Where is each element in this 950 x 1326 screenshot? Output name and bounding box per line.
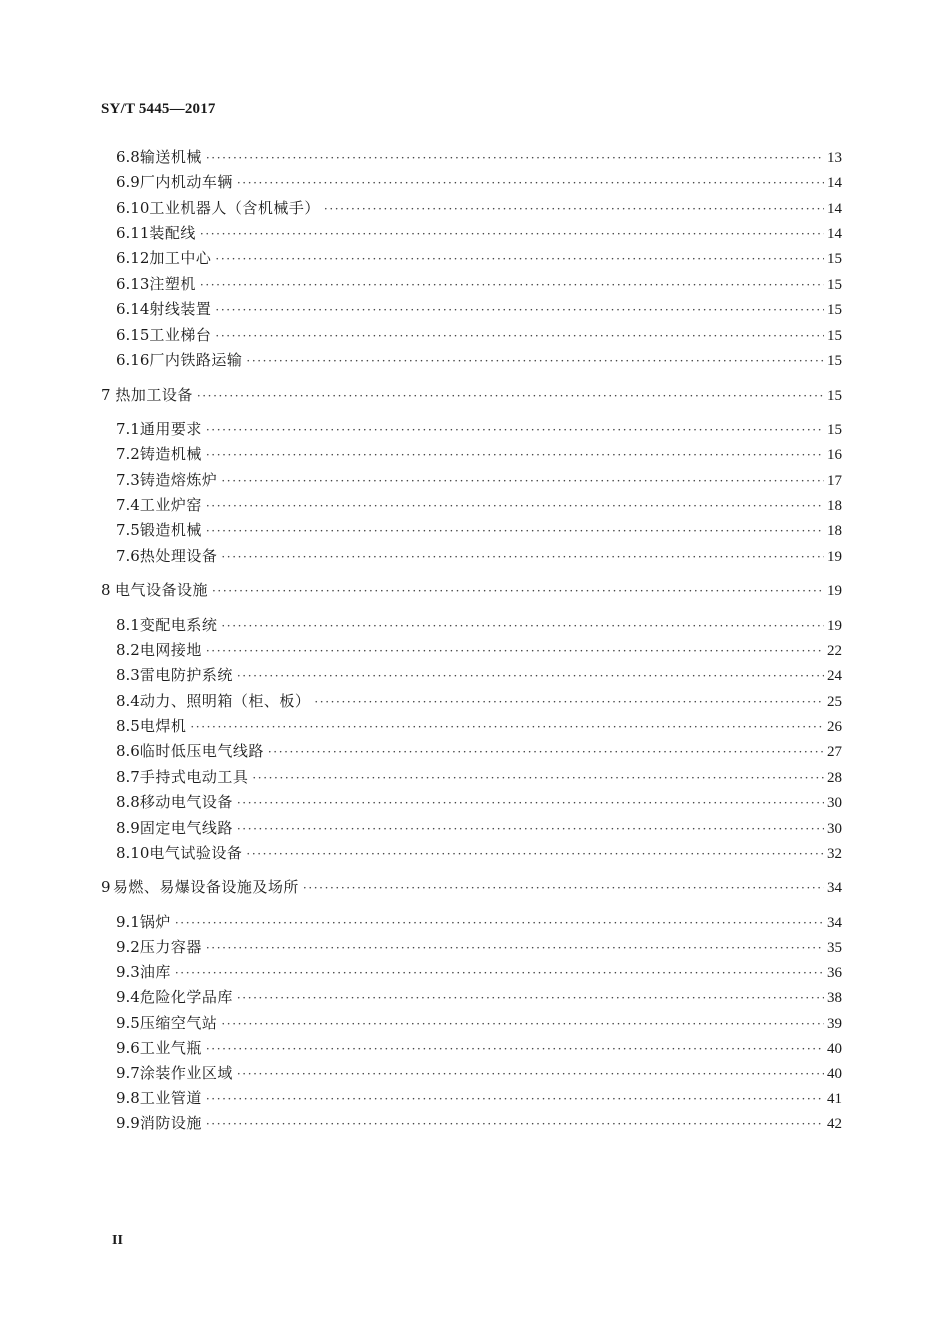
section-title: 铸造熔炼炉 (139, 471, 218, 489)
toc-entry-8-10[interactable] (116, 842, 842, 864)
page-number: 32 (827, 846, 842, 862)
dot-leader (206, 1088, 824, 1110)
dot-leader (303, 877, 824, 899)
page-number: 28 (827, 770, 842, 786)
dot-leader (215, 248, 824, 270)
chapter-number: 8 (101, 581, 111, 599)
section-number: 8.8 (116, 793, 140, 811)
toc-entry-6-14[interactable] (116, 298, 842, 320)
toc-chapter-7[interactable] (101, 384, 842, 406)
dot-leader (215, 299, 824, 321)
dot-leader (268, 741, 824, 763)
page-number: 15 (827, 353, 842, 369)
toc-entry-6-12[interactable] (116, 247, 842, 269)
section-number: 6.14 (116, 300, 150, 318)
page-number: 16 (827, 447, 842, 463)
toc-entry-8-8[interactable] (116, 791, 842, 813)
toc-entry-6-11[interactable] (116, 222, 842, 244)
page-number: 13 (827, 150, 842, 166)
toc-entry-6-13[interactable] (116, 273, 842, 295)
toc-entry-8-3[interactable] (116, 664, 842, 686)
toc-entry-6-10[interactable] (116, 197, 842, 219)
toc-entry-9-9[interactable] (116, 1112, 842, 1134)
section-number: 8.1 (116, 616, 140, 634)
toc-entry-7-1[interactable] (116, 418, 842, 440)
section-number: 6.16 (116, 351, 150, 369)
toc-entry-8-2[interactable] (116, 639, 842, 661)
section-number: 7.4 (116, 496, 140, 514)
section-title: 电焊机 (139, 717, 187, 735)
chapter-title: 热加工设备 (115, 386, 193, 404)
page-number: 15 (827, 277, 842, 293)
section-number: 8.7 (116, 768, 140, 786)
page-number: 19 (827, 549, 842, 565)
page-number: 39 (827, 1016, 842, 1032)
dot-leader (252, 767, 824, 789)
dot-leader (237, 172, 824, 194)
dot-leader (237, 665, 824, 687)
dot-leader (206, 1113, 824, 1135)
section-title: 固定电气线路 (139, 819, 233, 837)
page-number: 26 (827, 719, 842, 735)
dot-leader (190, 716, 824, 738)
page-number: 42 (827, 1116, 842, 1132)
toc-entry-9-2[interactable] (116, 936, 842, 958)
page-number: 27 (827, 744, 842, 760)
dot-leader (175, 912, 824, 934)
toc-entry-8-9[interactable] (116, 817, 842, 839)
section-title: 通用要求 (139, 420, 202, 438)
section-number: 8.9 (116, 819, 140, 837)
dot-leader (246, 350, 824, 372)
toc-chapter-9[interactable] (101, 876, 842, 898)
toc-chapter-8[interactable] (101, 579, 842, 601)
dot-leader (175, 962, 824, 984)
dot-leader (215, 325, 824, 347)
section-title: 锅炉 (139, 913, 171, 931)
section-number: 6.9 (116, 173, 140, 191)
footer-page-number: II (112, 1233, 123, 1248)
page-number: 15 (827, 328, 842, 344)
dot-leader (200, 274, 824, 296)
section-title: 工业炉窑 (139, 496, 202, 514)
dot-leader (221, 1013, 824, 1035)
section-number: 9.5 (116, 1014, 140, 1032)
section-title: 动力、照明箱（柜、板） (139, 692, 311, 710)
section-title: 加工中心 (149, 249, 212, 267)
section-number: 7.1 (116, 420, 140, 438)
toc-entry-9-6[interactable] (116, 1037, 842, 1059)
section-title: 危险化学品库 (139, 988, 233, 1006)
section-title: 工业梯台 (149, 326, 212, 344)
dot-leader (221, 470, 824, 492)
page-number: 25 (827, 694, 842, 710)
dot-leader (237, 1063, 824, 1085)
section-number: 9.4 (116, 988, 140, 1006)
section-number: 9.3 (116, 963, 140, 981)
section-number: 8.2 (116, 641, 140, 659)
toc-entry-9-7[interactable] (116, 1062, 842, 1084)
page-number: 24 (827, 668, 842, 684)
section-number: 6.13 (116, 275, 150, 293)
section-title: 铸造机械 (139, 445, 202, 463)
chapter-number: 7 (101, 386, 111, 404)
toc-entry-7-4[interactable] (116, 494, 842, 516)
dot-leader (237, 818, 824, 840)
section-number: 9.9 (116, 1114, 140, 1132)
dot-leader (206, 444, 824, 466)
section-title: 压缩空气站 (139, 1014, 218, 1032)
section-title: 射线装置 (149, 300, 212, 318)
toc-entry-9-1[interactable] (116, 911, 842, 933)
document-code-header: SY/T 5445—2017 (101, 101, 216, 117)
page-number: 22 (827, 643, 842, 659)
page-number: 19 (827, 583, 842, 599)
section-number: 7.6 (116, 547, 140, 565)
section-title: 雷电防护系统 (139, 666, 233, 684)
section-title: 电网接地 (139, 641, 202, 659)
page-number: 15 (827, 302, 842, 318)
section-number: 8.10 (116, 844, 150, 862)
page-number: 15 (827, 422, 842, 438)
page-number: 30 (827, 821, 842, 837)
page-number: 34 (827, 880, 842, 896)
page-number: 40 (827, 1066, 842, 1082)
toc-entry-6-9[interactable] (116, 171, 842, 193)
page-number: 18 (827, 523, 842, 539)
section-title: 工业管道 (139, 1089, 202, 1107)
dot-leader (212, 580, 824, 602)
section-title: 涂装作业区域 (139, 1064, 233, 1082)
toc-entry-6-16[interactable] (116, 349, 842, 371)
page-number: 34 (827, 915, 842, 931)
section-title: 移动电气设备 (139, 793, 233, 811)
dot-leader (221, 546, 824, 568)
dot-leader (206, 520, 824, 542)
dot-leader (206, 937, 824, 959)
toc-entry-7-2[interactable] (116, 443, 842, 465)
dot-leader (206, 640, 824, 662)
dot-leader (324, 198, 824, 220)
section-title: 消防设施 (139, 1114, 202, 1132)
dot-leader (246, 843, 824, 865)
section-title: 手持式电动工具 (139, 768, 249, 786)
page-number: 40 (827, 1041, 842, 1057)
dot-leader (206, 419, 824, 441)
chapter-title: 电气设备设施 (114, 581, 208, 599)
section-title: 厂内机动车辆 (139, 173, 233, 191)
dot-leader (237, 987, 824, 1009)
toc-entry-7-6[interactable] (116, 545, 842, 567)
toc-entry-9-3[interactable] (116, 961, 842, 983)
section-number: 6.11 (116, 224, 150, 242)
page-number: 14 (827, 226, 842, 242)
section-title: 工业机器人（含机械手） (149, 199, 320, 217)
toc-entry-9-4[interactable] (116, 986, 842, 1008)
section-number: 6.10 (116, 199, 150, 217)
section-title: 压力容器 (139, 938, 202, 956)
section-title: 锻造机械 (139, 521, 202, 539)
section-number: 7.5 (116, 521, 140, 539)
page-number: 38 (827, 990, 842, 1006)
toc-entry-8-6[interactable] (116, 740, 842, 762)
page-number: 35 (827, 940, 842, 956)
section-number: 7.2 (116, 445, 140, 463)
dot-leader (237, 792, 824, 814)
section-title: 工业气瓶 (139, 1039, 202, 1057)
section-number: 9.6 (116, 1039, 140, 1057)
dot-leader (206, 1038, 824, 1060)
chapter-title: 易燃、易爆设备设施及场所 (112, 878, 299, 896)
toc-entry-7-3[interactable] (116, 469, 842, 491)
section-number: 9.7 (116, 1064, 140, 1082)
section-number: 8.5 (116, 717, 140, 735)
dot-leader (221, 615, 824, 637)
page-number: 19 (827, 618, 842, 634)
dot-leader (314, 691, 824, 713)
toc-entry-8-4[interactable] (116, 690, 842, 712)
section-number: 8.4 (116, 692, 140, 710)
section-title: 热处理设备 (139, 547, 218, 565)
page-number: 30 (827, 795, 842, 811)
dot-leader (200, 223, 824, 245)
section-title: 厂内铁路运输 (149, 351, 243, 369)
dot-leader (197, 385, 824, 407)
section-title: 油库 (139, 963, 171, 981)
section-number: 6.12 (116, 249, 150, 267)
section-number: 8.6 (116, 742, 140, 760)
dot-leader (206, 495, 824, 517)
section-title: 装配线 (149, 224, 196, 242)
section-title: 临时低压电气线路 (139, 742, 264, 760)
section-number: 9.2 (116, 938, 140, 956)
page-number: 36 (827, 965, 842, 981)
section-title: 变配电系统 (139, 616, 218, 634)
page-number: 41 (827, 1091, 842, 1107)
section-number: 6.15 (116, 326, 150, 344)
section-number: 8.3 (116, 666, 140, 684)
section-title: 电气试验设备 (149, 844, 243, 862)
toc-entry-8-7[interactable] (116, 766, 842, 788)
section-number: 7.3 (116, 471, 140, 489)
toc-entry-8-5[interactable] (116, 715, 842, 737)
toc-entry-7-5[interactable] (116, 519, 842, 541)
dot-leader (206, 147, 824, 169)
section-title: 注塑机 (149, 275, 196, 293)
page-number: 15 (827, 388, 842, 404)
page-number: 18 (827, 498, 842, 514)
page-number: 14 (827, 175, 842, 191)
toc-entry-6-15[interactable] (116, 324, 842, 346)
section-number: 9.1 (116, 913, 140, 931)
section-number: 6.8 (116, 148, 140, 166)
page-number: 15 (827, 251, 842, 267)
toc-entry-8-1[interactable] (116, 614, 842, 636)
chapter-number: 9 (101, 878, 111, 896)
toc-entry-9-5[interactable] (116, 1012, 842, 1034)
section-title: 输送机械 (139, 148, 202, 166)
section-number: 9.8 (116, 1089, 140, 1107)
toc-entry-9-8[interactable] (116, 1087, 842, 1109)
toc-entry-6-8[interactable] (116, 146, 842, 168)
page-number: 14 (827, 201, 842, 217)
page-number: 17 (827, 473, 842, 489)
